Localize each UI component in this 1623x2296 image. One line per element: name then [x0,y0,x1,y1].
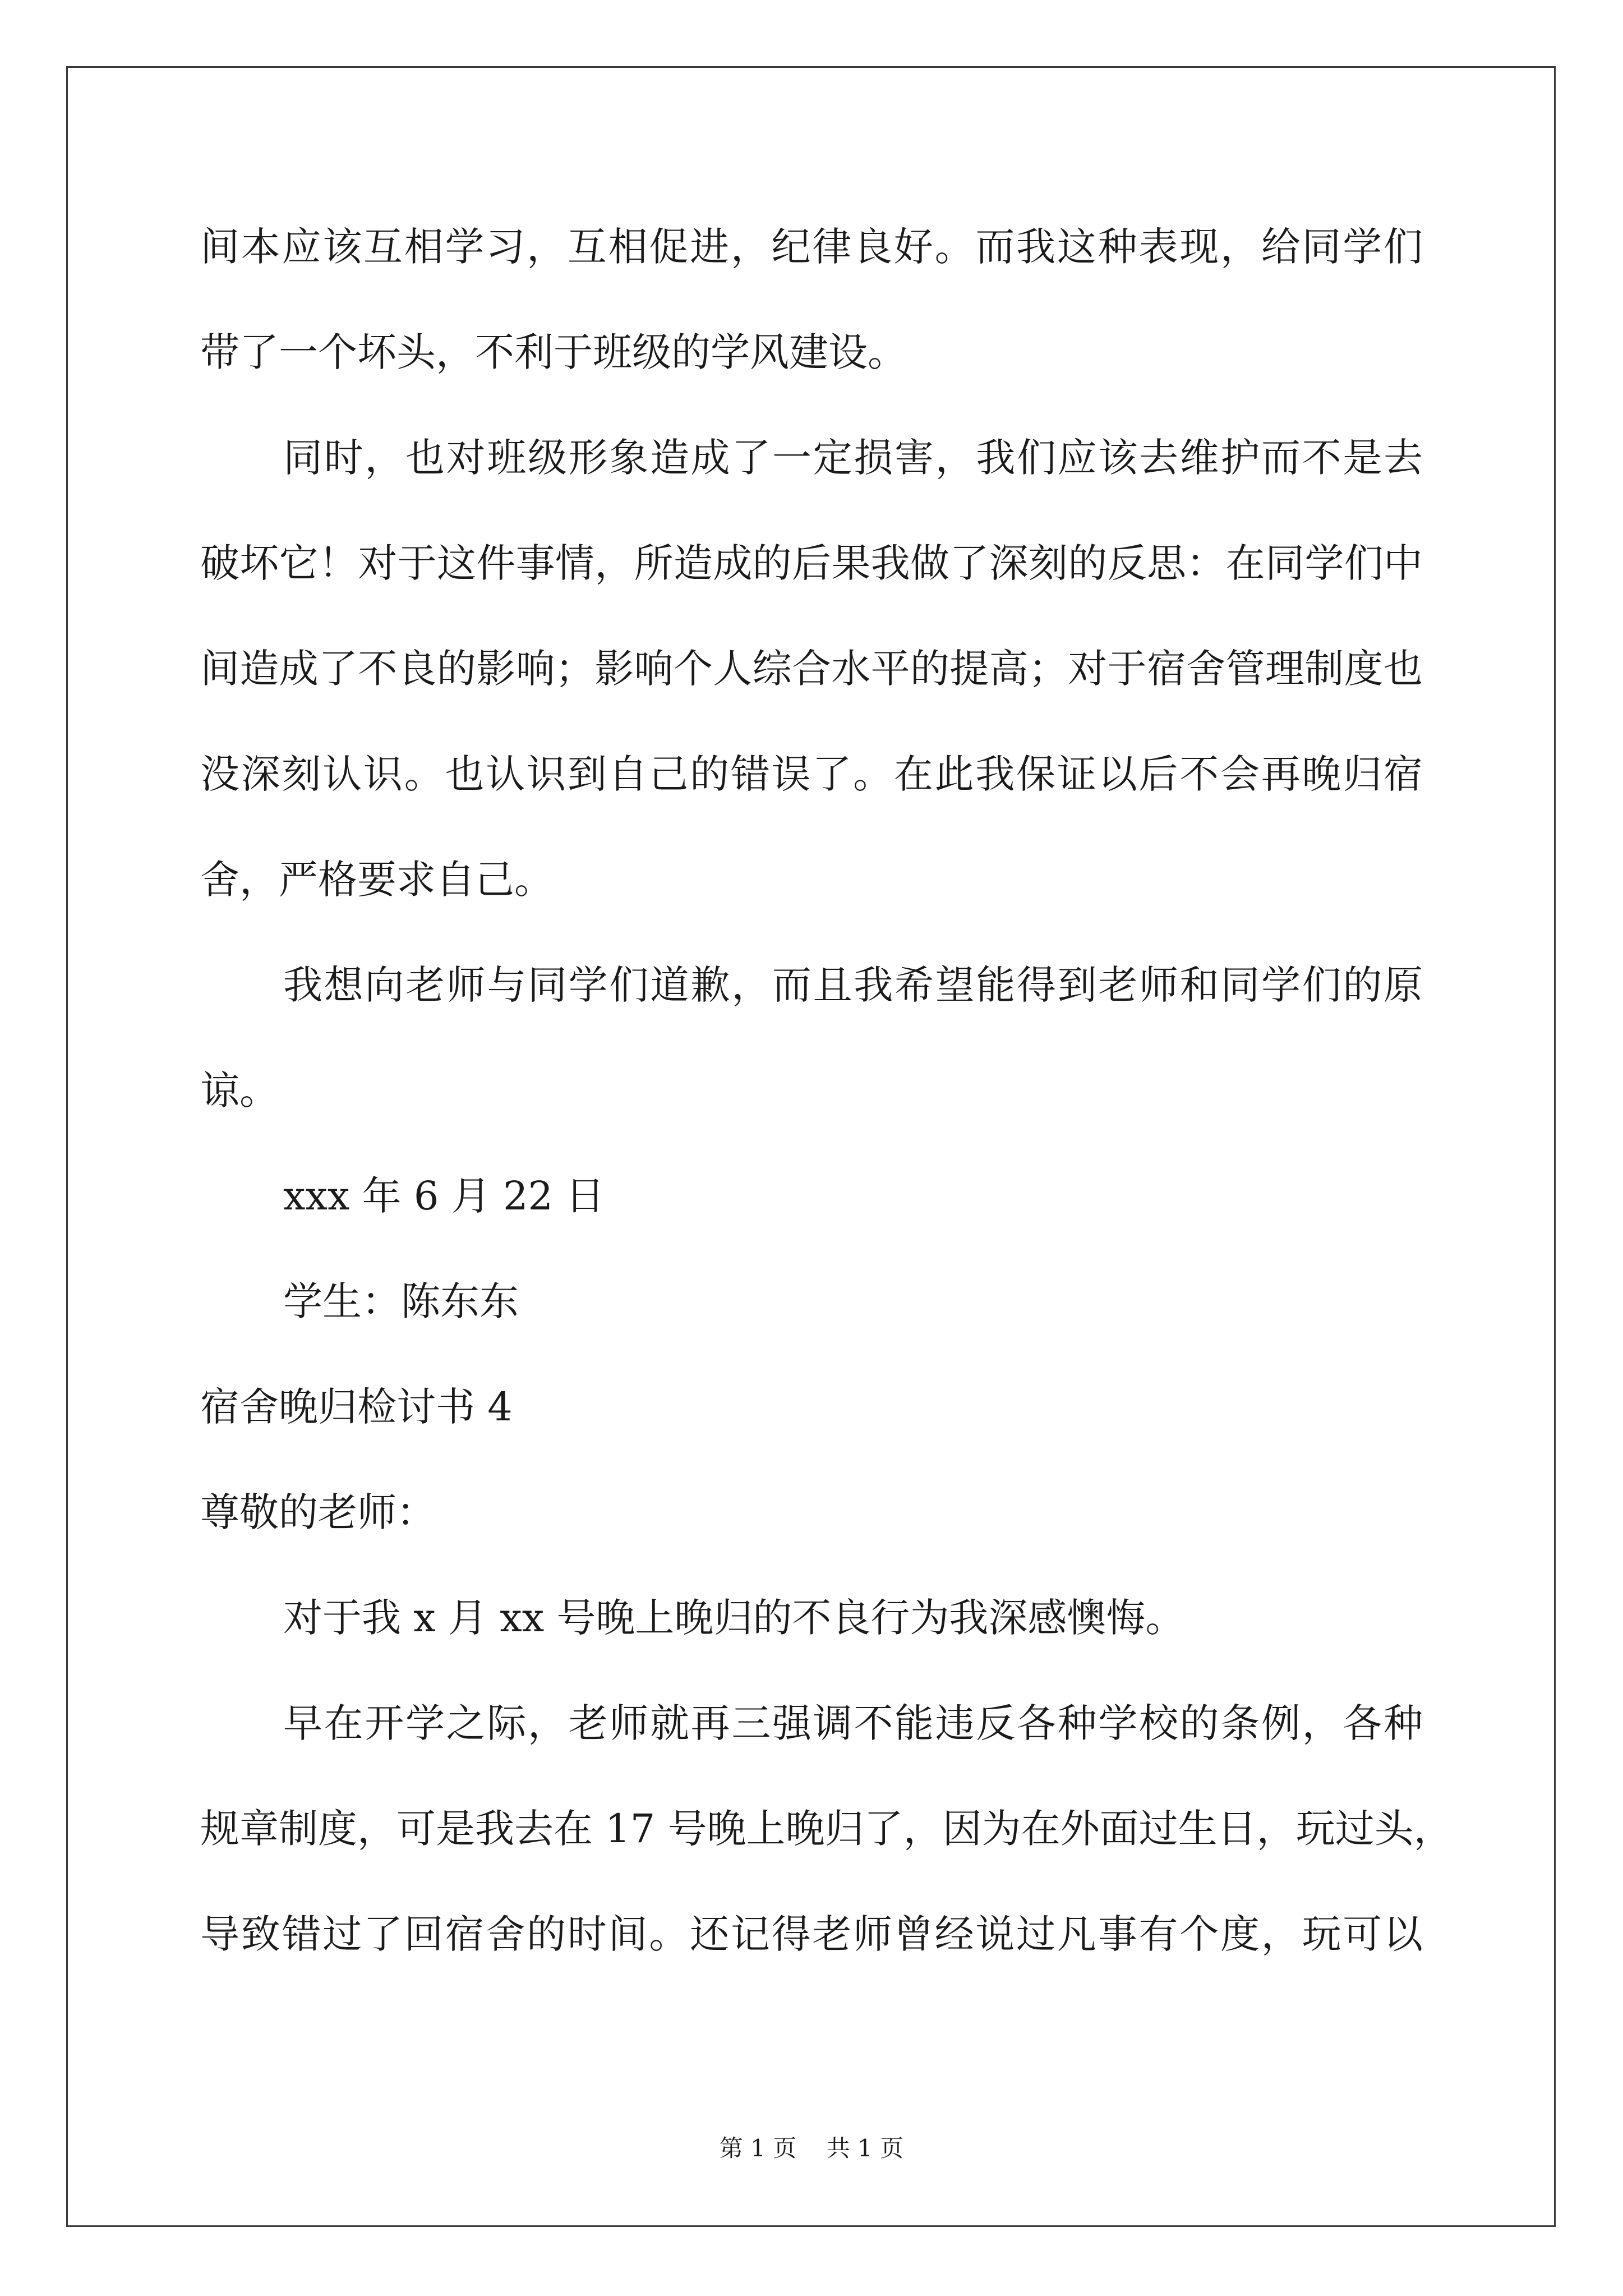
text-line: 导致错过了回宿舍的时间。还记得老师曾经说过凡事有个度，玩可以 [200,1911,1423,1957]
text-line: 规章制度，可是我去在 17 号晚上晚归了，因为在外面过生日，玩过头， [200,1806,1453,1852]
text-line: 同时，也对班级形象造成了一定损害，我们应该去维护而不是去 [283,435,1423,481]
text-line: 没深刻认识。也认识到自己的错误了。在此我保证以后不会再晚归宿 [200,751,1423,797]
text-line: 尊敬的老师： [200,1489,436,1535]
document-body [200,213,1453,2006]
text-line: 破坏它！对于这件事情，所造成的后果我做了深刻的反思：在同学们中 [200,540,1423,586]
text-line: 学生：陈东东 [283,1278,519,1324]
text-line: xxx 年 6 月 22 日 [283,1173,605,1219]
text-line: 带了一个坏头，不利于班级的学风建设。 [200,329,907,375]
text-line: 谅。 [200,1068,279,1114]
text-line: 间本应该互相学习，互相促进，纪律良好。而我这种表现，给同学们 [200,224,1423,270]
text-line: 早在开学之际，老师就再三强调不能违反各种学校的条例，各种 [283,1700,1423,1746]
text-line: 舍，严格要求自己。 [200,857,554,903]
page-footer: 第 1 页 共 1 页 [719,2134,904,2162]
text-line: 我想向老师与同学们道歉，而且我希望能得到老师和同学们的原 [283,962,1423,1008]
text-line: 对于我 x 月 xx 号晚上晚归的不良行为我深感懊悔。 [283,1595,1185,1641]
text-line: 间造成了不良的影响；影响个人综合水平的提高；对于宿舍管理制度也 [200,646,1423,692]
text-line: 宿舍晚归检讨书 4 [200,1384,513,1430]
